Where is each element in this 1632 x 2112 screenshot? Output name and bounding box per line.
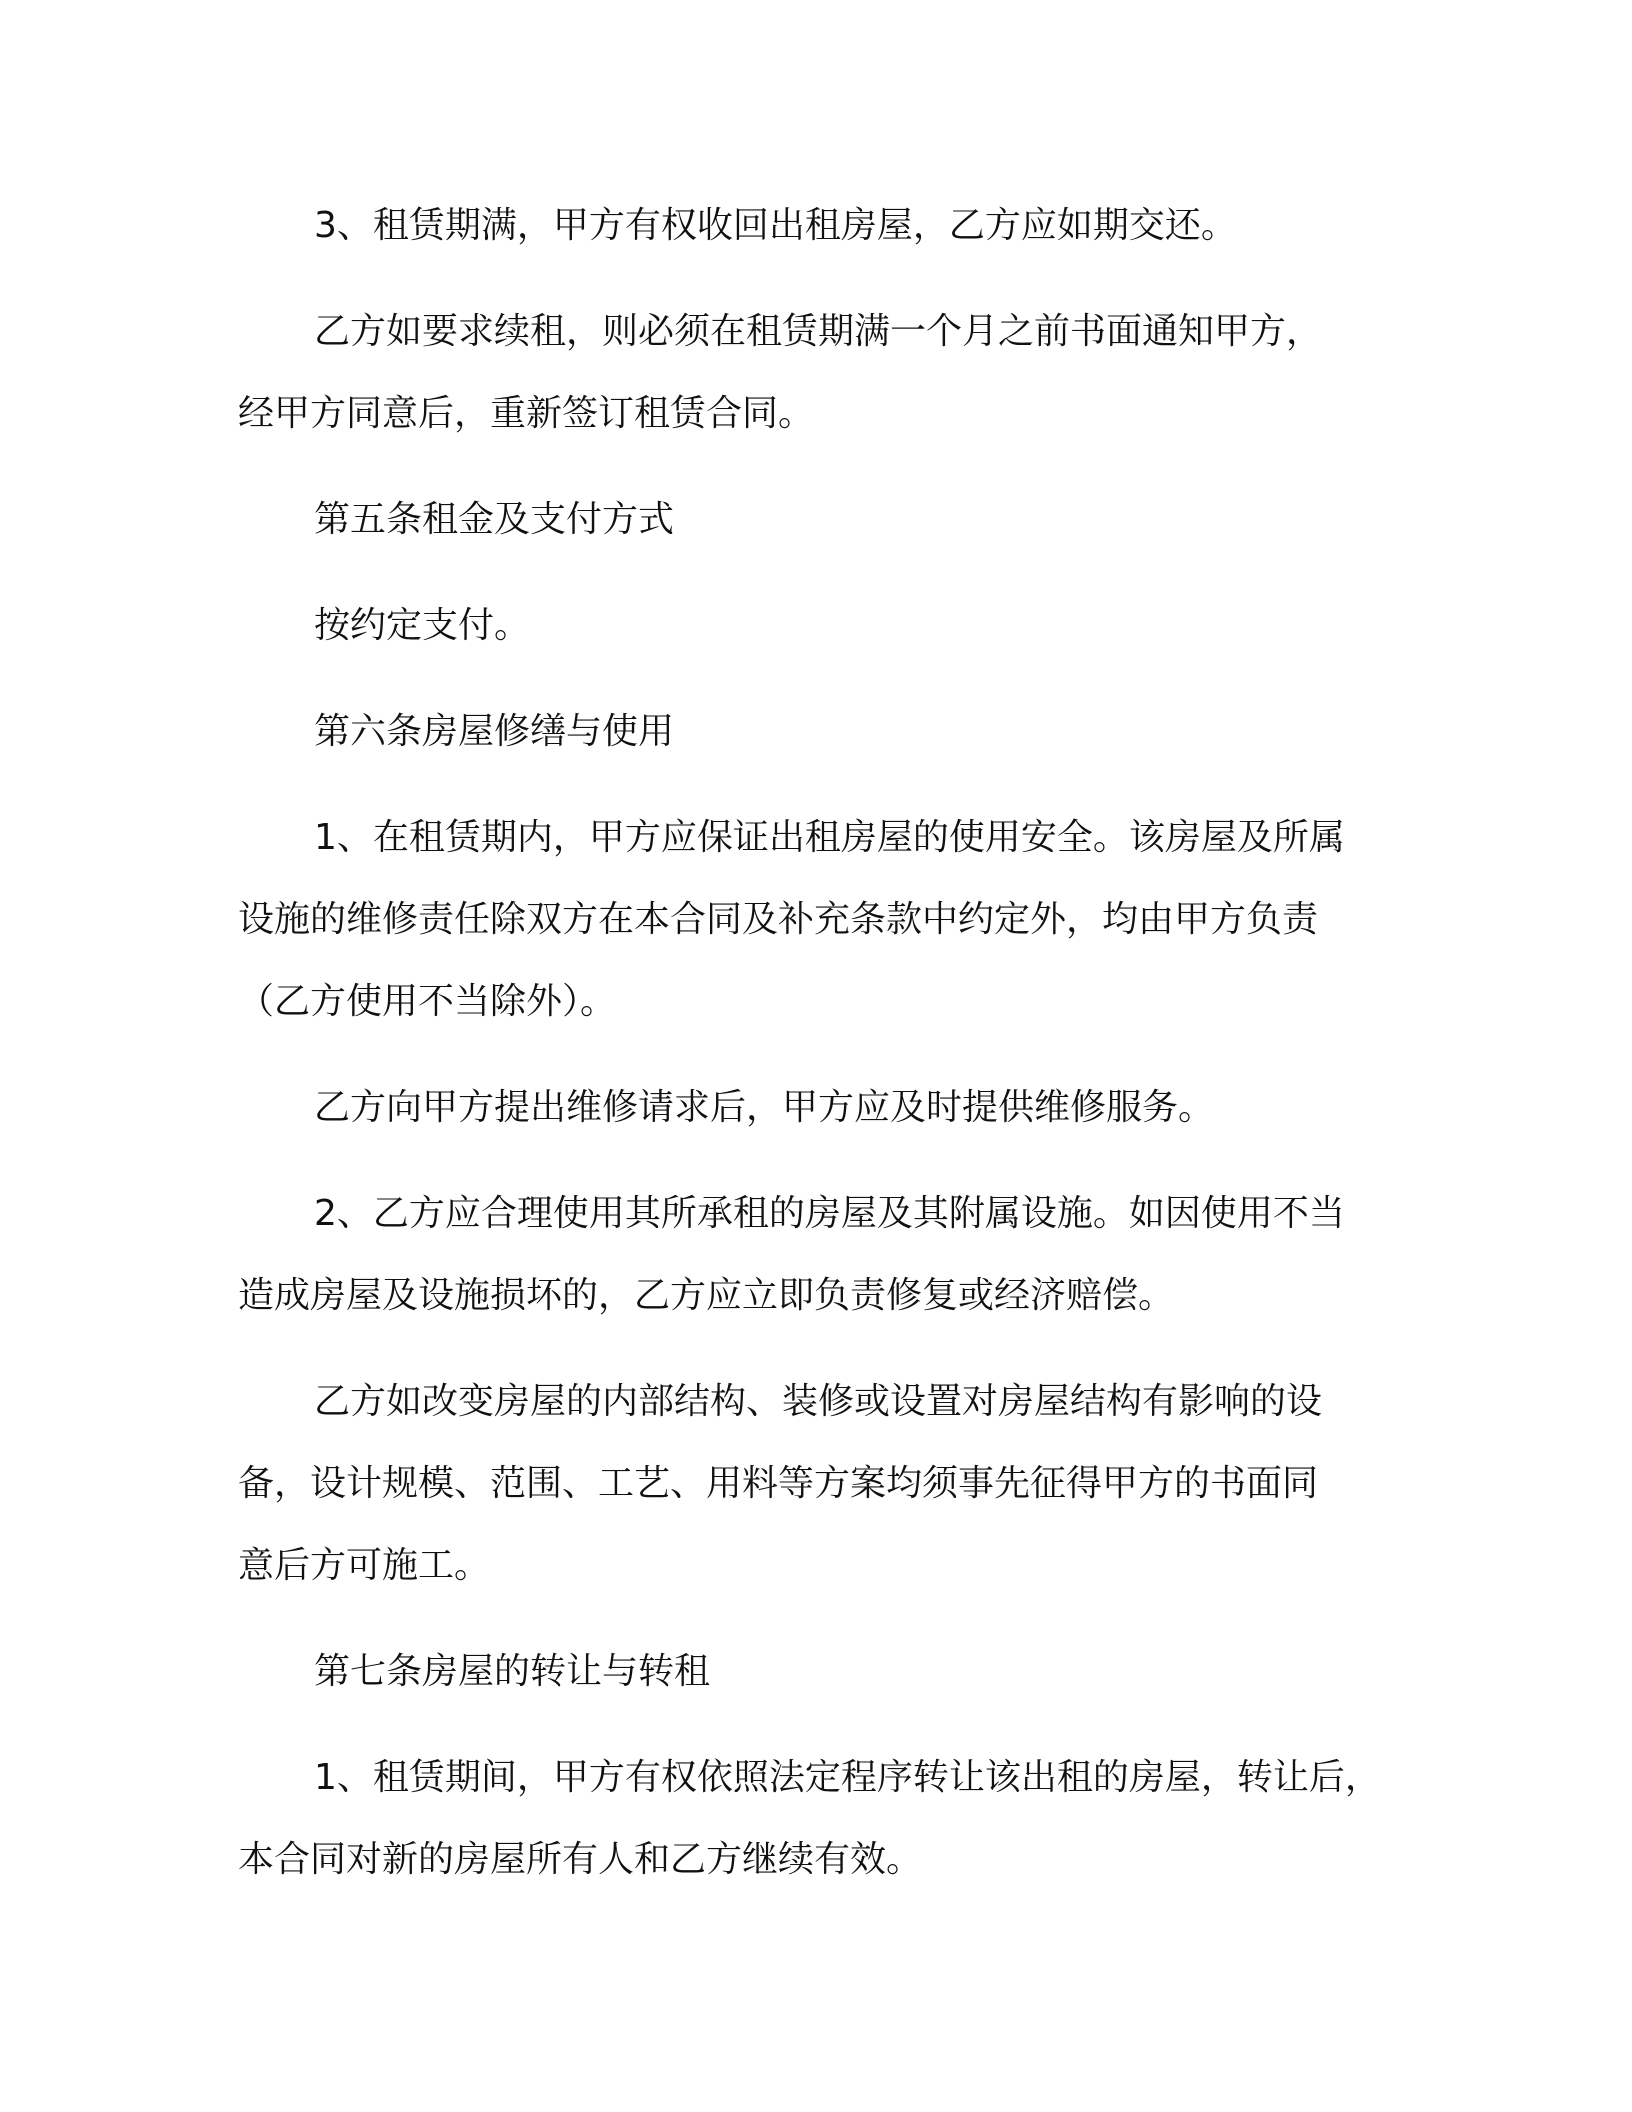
document-body: [238, 185, 1398, 1925]
text-line: 第五条租金及支付方式: [314, 499, 675, 540]
text-line: 乙方如要求续租，则必须在租赁期满一个月之前书面通知甲方，: [314, 311, 1323, 352]
paragraph-repair-1: [238, 797, 1398, 1043]
paragraph-renovation: [238, 1361, 1398, 1607]
text-line: 2、乙方应合理使用其所承租的房屋及其附属设施。如因使用不当: [314, 1193, 1345, 1234]
heading-article-7: [238, 1631, 1398, 1713]
text-line: 本合同对新的房屋所有人和乙方继续有效。: [238, 1839, 923, 1880]
text-line: 乙方向甲方提出维修请求后，甲方应及时提供维修服务。: [314, 1087, 1215, 1128]
text-line: 1、在租赁期内，甲方应保证出租房屋的使用安全。该房屋及所属: [314, 817, 1345, 858]
paragraph-lease-expiry: [238, 185, 1398, 267]
heading-article-5: [238, 479, 1398, 561]
text-line: 3、租赁期满，甲方有权收回出租房屋，乙方应如期交还。: [314, 205, 1237, 246]
paragraph-transfer: [238, 1737, 1398, 1901]
text-line: （乙方使用不当除外）。: [238, 981, 617, 1022]
paragraph-repair-2: [238, 1173, 1398, 1337]
text-line: 造成房屋及设施损坏的，乙方应立即负责修复或经济赔偿。: [238, 1275, 1175, 1316]
paragraph-renewal: [238, 291, 1398, 455]
paragraph-payment: [238, 585, 1398, 667]
text-line: 经甲方同意后，重新签订租赁合同。: [238, 393, 815, 434]
text-line: 1、租赁期间，甲方有权依照法定程序转让该出租的房屋，转让后，: [314, 1757, 1381, 1798]
heading-article-6: [238, 691, 1398, 773]
text-line: 按约定支付。: [314, 605, 531, 646]
text-line: 意后方可施工。: [238, 1545, 491, 1586]
text-line: 乙方如改变房屋的内部结构、装修或设置对房屋结构有影响的设: [314, 1381, 1323, 1422]
text-line: 第七条房屋的转让与转租: [314, 1651, 711, 1692]
paragraph-repair-request: [238, 1067, 1398, 1149]
text-line: 备，设计规模、范围、工艺、用料等方案均须事先征得甲方的书面同: [238, 1463, 1319, 1504]
text-line: 设施的维修责任除双方在本合同及补充条款中约定外，均由甲方负责: [238, 899, 1319, 940]
text-line: 第六条房屋修缮与使用: [314, 711, 675, 752]
